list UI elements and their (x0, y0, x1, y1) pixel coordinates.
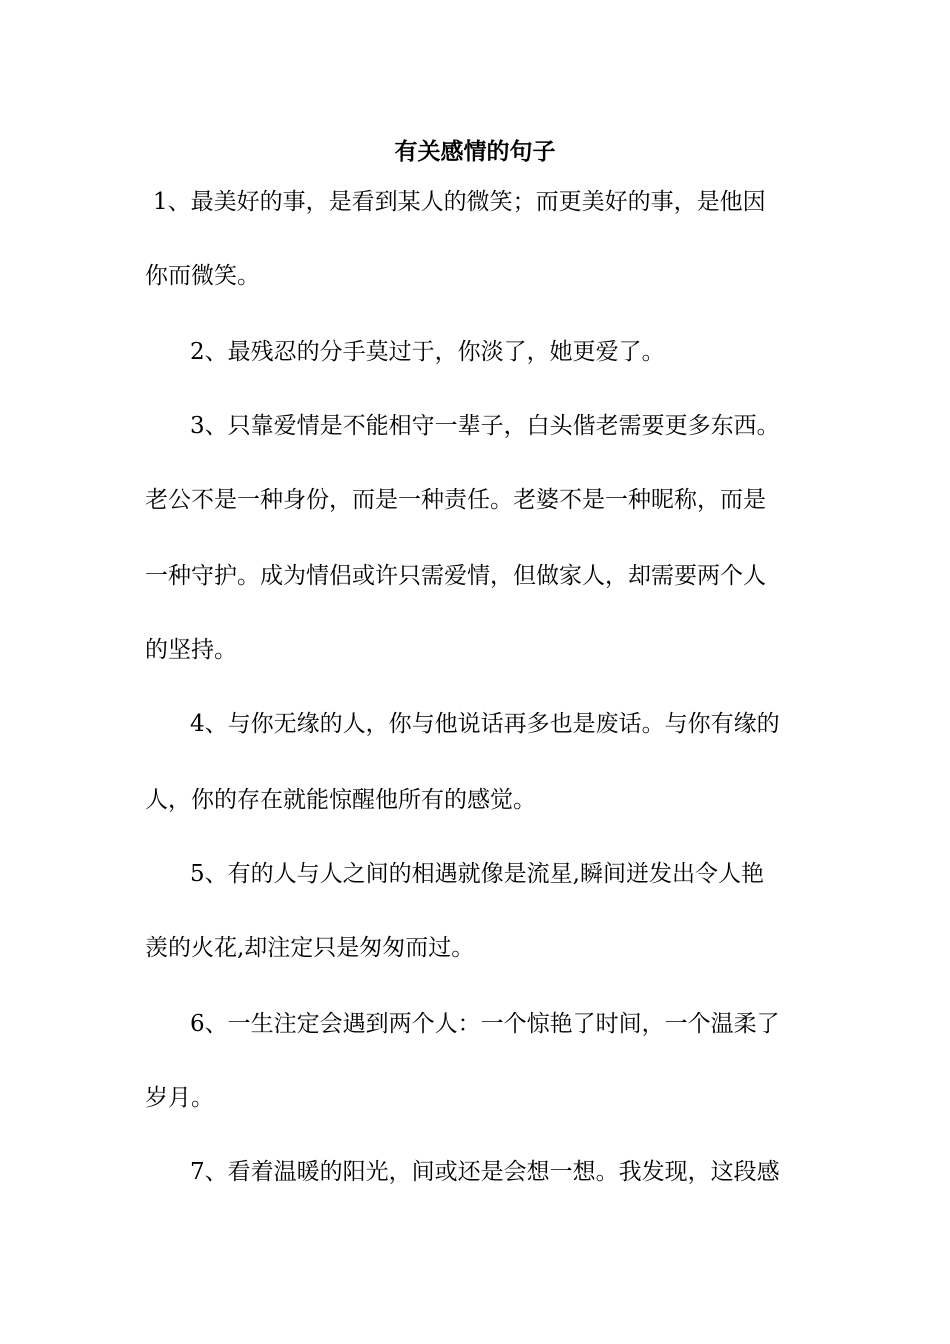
text-line-12: 6、一生注定会遇到两个人：一个惊艳了时间，一个温柔了 (190, 1011, 780, 1037)
document-title: 有关感情的句子 (394, 138, 556, 165)
text-line-8: 4、与你无缘的人，你与他说话再多也是废话。与你有缘的 (190, 711, 780, 737)
text-line-14: 7、看着温暖的阳光，间或还是会想一想。我发现，这段感 (190, 1159, 780, 1185)
text-line-6: 一种守护。成为情侣或许只需爱情，但做家人，却需要两个人 (145, 563, 766, 589)
text-line-4: 3、只靠爱情是不能相守一辈子，白头偕老需要更多东西。 (190, 413, 780, 439)
text-line-5: 老公不是一种身份，而是一种责任。老婆不是一种昵称，而是 (145, 487, 766, 513)
text-line-7: 的坚持。 (145, 637, 237, 663)
text-line-10: 5、有的人与人之间的相遇就像是流星,瞬间迸发出令人艳 (190, 861, 764, 887)
text-line-9: 人，你的存在就能惊醒他所有的感觉。 (145, 787, 536, 813)
text-line-1: 1、最美好的事，是看到某人的微笑；而更美好的事，是他因 (153, 189, 766, 215)
text-line-11: 羡的火花,却注定只是匆匆而过。 (145, 935, 475, 961)
text-line-3: 2、最残忍的分手莫过于，你淡了，她更爱了。 (190, 339, 665, 365)
text-line-13: 岁月。 (145, 1085, 214, 1111)
text-line-2: 你而微笑。 (145, 263, 260, 289)
